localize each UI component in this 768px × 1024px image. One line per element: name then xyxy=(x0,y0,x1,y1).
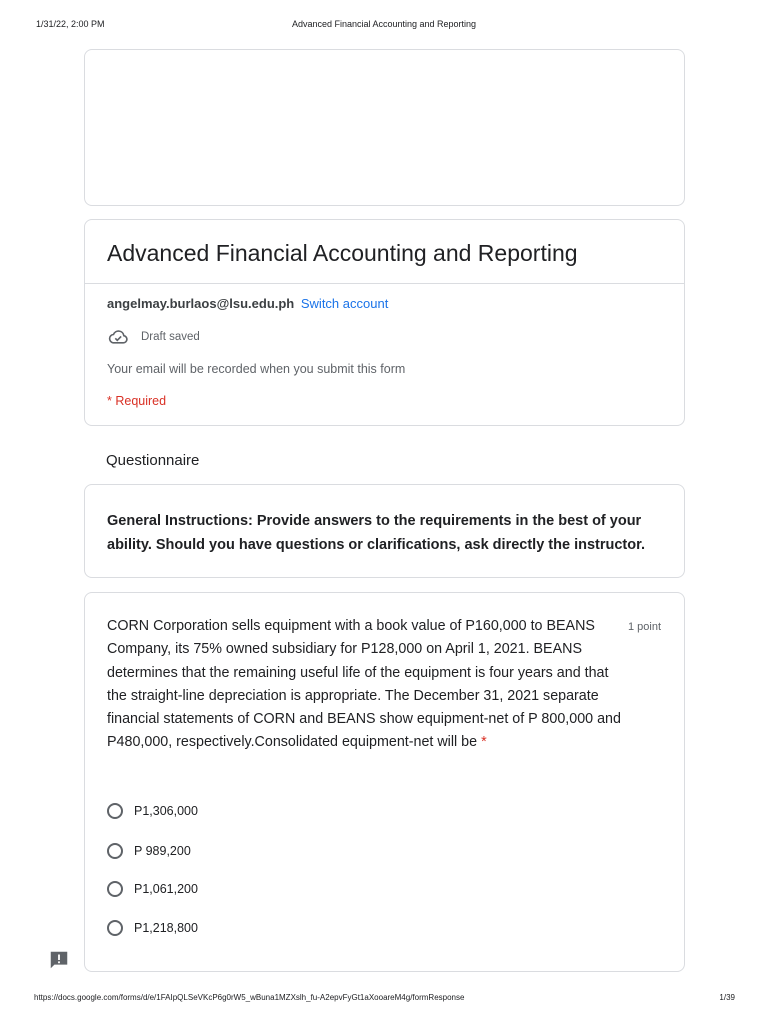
page-number: 1/39 xyxy=(719,993,735,1002)
instructions-text: General Instructions: Provide answers to the requirements in the best of your ability. Should you have questions or clarifications, ask directly the instructor. xyxy=(107,513,645,553)
account-line xyxy=(107,296,388,311)
cloud-check-icon xyxy=(107,328,129,346)
required-asterisk: * xyxy=(481,734,487,751)
feedback-icon[interactable] xyxy=(48,949,70,971)
option-2[interactable] xyxy=(107,843,191,859)
question-text xyxy=(107,615,627,755)
account-email: angelmay.burlaos@lsu.edu.ph xyxy=(107,296,295,311)
required-note: * Required xyxy=(107,394,167,408)
radio-button[interactable] xyxy=(107,881,123,897)
option-label: P1,218,800 xyxy=(134,921,198,935)
header-banner xyxy=(84,49,685,206)
form-title: Advanced Financial Accounting and Reporting xyxy=(107,240,578,266)
switch-account-link[interactable]: Switch account xyxy=(300,296,389,311)
print-datetime: 1/31/22, 2:00 PM xyxy=(36,19,105,29)
print-header xyxy=(0,19,768,33)
radio-button[interactable] xyxy=(107,803,123,819)
page-url: https://docs.google.com/forms/d/e/1FAIpQLSeVKcP6g0rW5_wBuna1MZXslh_fu-A2epvFyGt1aXooareM4g/formResponse xyxy=(34,993,465,1002)
option-label: P1,061,200 xyxy=(134,882,198,896)
radio-button[interactable] xyxy=(107,920,123,936)
option-3[interactable] xyxy=(107,881,198,897)
print-doc-title: Advanced Financial Accounting and Reporting xyxy=(291,19,477,29)
draft-status-label: Draft saved xyxy=(141,331,200,343)
question-points: 1 point xyxy=(627,621,661,633)
question-body: CORN Corporation sells equipment with a book value of P160,000 to BEANS Company, its 75% owned subsidiary for P128,000 on April 1, 2021. BEANS determines that the remaining useful life of the equipment is four years and that the straight-line depreciation is appropriate. The December 31, 2021 separate financial statements of CORN and BEANS show equipment-net of P 800,000 and P480,000, respectively.Consolidated equipment-net will be xyxy=(107,618,621,751)
email-note: Your email will be recorded when you submit this form xyxy=(107,362,406,376)
option-label: P 989,200 xyxy=(134,844,191,858)
radio-button[interactable] xyxy=(107,843,123,859)
option-label: P1,306,000 xyxy=(134,804,198,818)
option-4[interactable] xyxy=(107,920,198,936)
draft-status xyxy=(107,328,200,346)
section-title: Questionnaire xyxy=(106,452,200,469)
instructions-card xyxy=(84,484,685,578)
option-1[interactable] xyxy=(107,803,198,819)
form-title-card xyxy=(84,219,685,426)
question-card xyxy=(84,592,685,972)
title-divider xyxy=(85,283,684,284)
